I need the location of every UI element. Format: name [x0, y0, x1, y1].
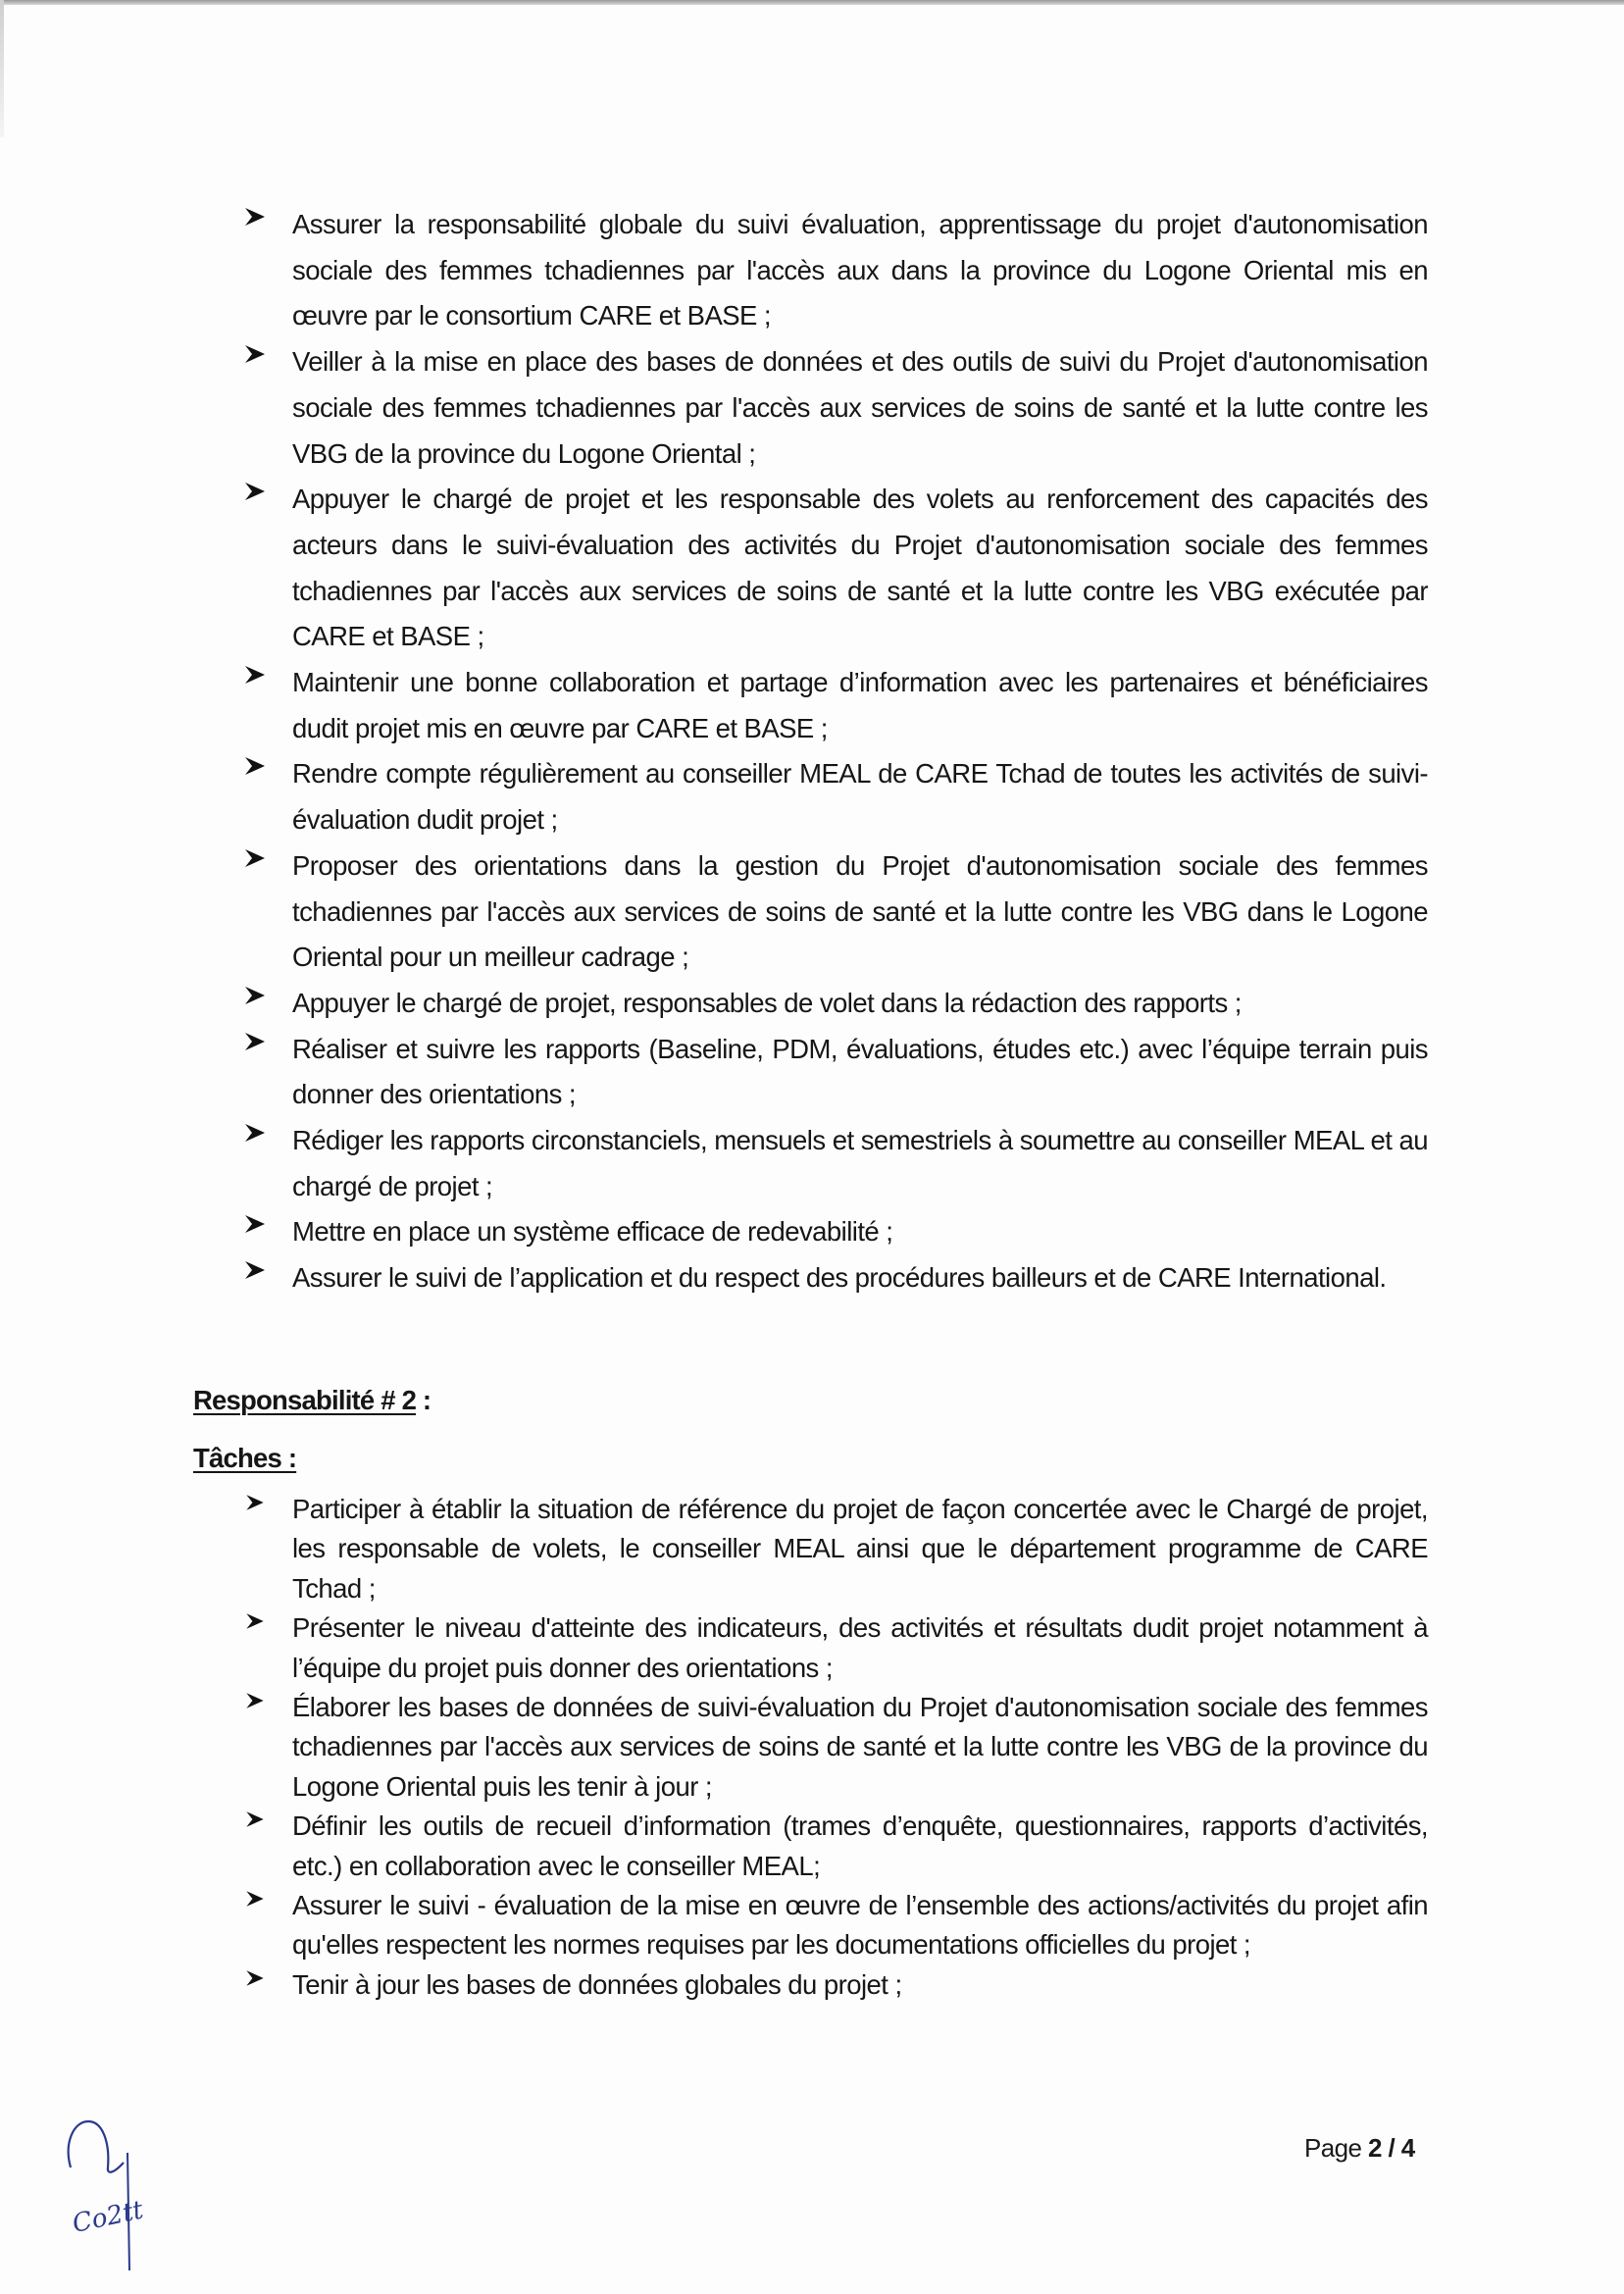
- section-subheading-tasks: Tâches :: [193, 1443, 297, 1473]
- list-item: Proposer des orientations dans la gestion du Projet d'autonomisation sociale des femmes tchadiennes par l'accès aux services de soins de santé et la lutte contre les VBG dans le Logone Oriental pour un meilleur cadrage ;: [243, 843, 1428, 981]
- list-item: Présenter le niveau d'atteinte des indicateurs, des activités et résultats dudit projet notamment à l’équipe du projet puis donner des orientations ;: [243, 1608, 1428, 1688]
- arrowhead-bullet-icon: [243, 660, 269, 689]
- arrowhead-bullet-icon: [243, 1490, 269, 1515]
- arrowhead-bullet-icon: [243, 339, 269, 369]
- arrowhead-bullet-icon: [243, 751, 269, 781]
- arrowhead-bullet-icon: [243, 981, 269, 1010]
- list-item: Réaliser et suivre les rapports (Baseline, PDM, évaluations, études etc.) avec l’équipe terrain puis donner des orientations ;: [243, 1027, 1428, 1118]
- list-item: Appuyer le chargé de projet et les responsable des volets au renforcement des capacités des acteurs dans le suivi-évaluation des activités du Projet d'autonomisation sociale des femmes tchadiennes par l'accès aux services de soins de santé et la lutte contre les VBG exécutée par CARE et BASE ;: [243, 477, 1428, 660]
- list-item: Assurer le suivi - évaluation de la mise en œuvre de l’ensemble des actions/activités du projet afin qu'elles respectent les normes requises par les documentations officielles du projet ;: [243, 1886, 1428, 1965]
- arrowhead-bullet-icon: [243, 1688, 269, 1713]
- list-item: Maintenir une bonne collaboration et partage d’information avec les partenaires et bénéficiaires dudit projet mis en œuvre par CARE et BASE ;: [243, 660, 1428, 751]
- list-item: Assurer la responsabilité globale du suivi évaluation, apprentissage du projet d'autonomisation sociale des femmes tchadiennes par l'accès aux dans la province du Logone Oriental mis en œuvre par le consortium CARE et BASE ;: [243, 202, 1428, 339]
- arrowhead-bullet-icon: [243, 1807, 269, 1832]
- list-item: Élaborer les bases de données de suivi-évaluation du Projet d'autonomisation sociale des femmes tchadiennes par l'accès aux services de soins de santé et la lutte contre les VBG de la province du Logone Oriental puis les tenir à jour ;: [243, 1688, 1428, 1807]
- list-item: Participer à établir la situation de référence du projet de façon concertée avec le Chargé de projet, les responsable de volets, le conseiller MEAL ainsi que le département programme de CARE Tchad ;: [243, 1490, 1428, 1608]
- list-item: Veiller à la mise en place des bases de données et des outils de suivi du Projet d'autonomisation sociale des femmes tchadiennes par l'accès aux services de soins de santé et la lutte contre les VBG de la province du Logone Oriental ;: [243, 339, 1428, 477]
- list-item: Tenir à jour les bases de données globales du projet ;: [243, 1965, 1428, 2005]
- list-item: Mettre en place un système efficace de redevabilité ;: [243, 1209, 1428, 1255]
- svg-text:Co2tt: Co2tt: [70, 2195, 146, 2239]
- list-item: Appuyer le chargé de projet, responsables de volet dans la rédaction des rapports ;: [243, 981, 1428, 1027]
- arrowhead-bullet-icon: [243, 1608, 269, 1634]
- arrowhead-bullet-icon: [243, 477, 269, 506]
- scan-top-edge: [0, 0, 1624, 5]
- list-item: Rendre compte régulièrement au conseiller MEAL de CARE Tchad de toutes les activités de suivi-évaluation dudit projet ;: [243, 751, 1428, 842]
- section-heading-responsibility-2: Responsabilité # 2 :: [193, 1385, 431, 1415]
- list-item: Définir les outils de recueil d’information (trames d’enquête, questionnaires, rapports d’activités, etc.) en collaboration avec le conseiller MEAL;: [243, 1807, 1428, 1886]
- arrowhead-bullet-icon: [243, 1209, 269, 1239]
- arrowhead-bullet-icon: [243, 1255, 269, 1285]
- list-item: Assurer le suivi de l’application et du respect des procédures bailleurs et de CARE International.: [243, 1255, 1428, 1301]
- scan-left-edge: [0, 0, 4, 137]
- arrowhead-bullet-icon: [243, 202, 269, 231]
- page-number: Page 2 / 4: [1304, 2133, 1415, 2163]
- responsibility-1-task-list: [243, 202, 1428, 1301]
- list-item: Rédiger les rapports circonstanciels, mensuels et semestriels à soumettre au conseiller MEAL et au chargé de projet ;: [243, 1118, 1428, 1209]
- arrowhead-bullet-icon: [243, 1118, 269, 1147]
- arrowhead-bullet-icon: [243, 1027, 269, 1056]
- arrowhead-bullet-icon: [243, 1965, 269, 1991]
- arrowhead-bullet-icon: [243, 843, 269, 873]
- responsibility-2-task-list: [243, 1490, 1428, 2005]
- handwritten-initials-signature: [59, 2114, 177, 2270]
- arrowhead-bullet-icon: [243, 1886, 269, 1912]
